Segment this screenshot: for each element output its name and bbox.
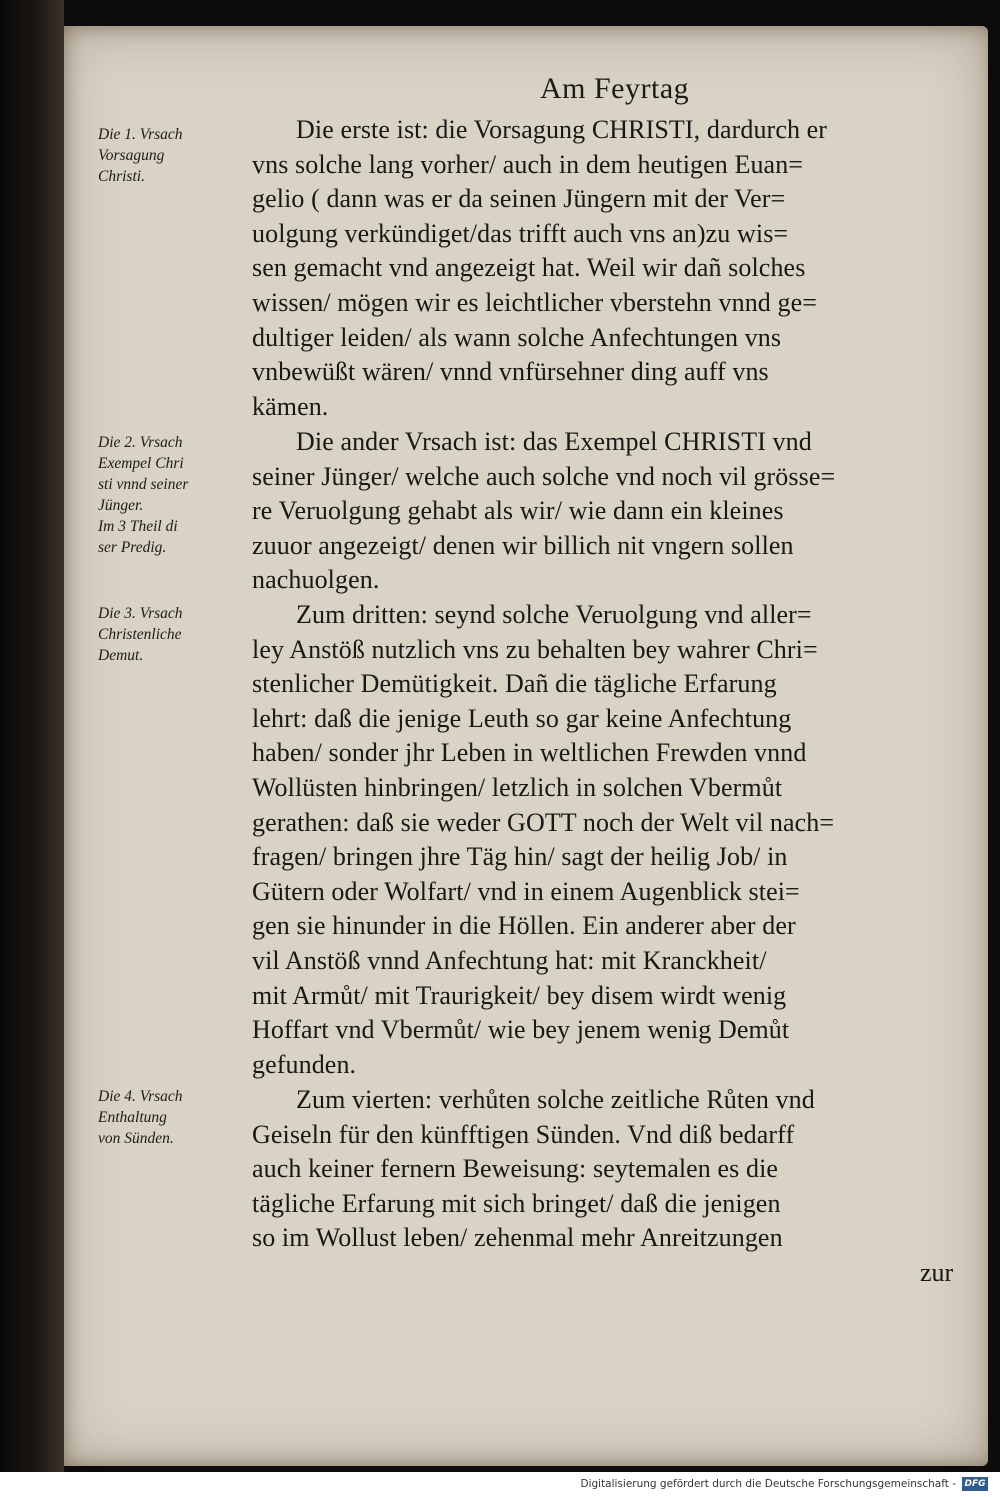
- margin-note-line: Die 3. Vrsach: [98, 605, 183, 622]
- text-line: wissen/ mögen wir es leichtlicher vberstehn vnnd ge=: [252, 287, 817, 317]
- margin-note-line: Jünger.: [98, 497, 144, 514]
- margin-note-line: Enthaltung: [98, 1109, 167, 1126]
- margin-note-line: Demut.: [98, 647, 144, 664]
- text-line: dultiger leiden/ als wann solche Anfechtungen vns: [252, 322, 782, 352]
- margin-note-line: Die 1. Vrsach: [98, 126, 183, 143]
- text-line: Geiseln für den künfftigen Sünden. Vnd diß bedarff: [252, 1119, 795, 1149]
- text-line: gelio ( dann was er da seinen Jüngern mit der Ver=: [252, 184, 786, 214]
- text-line: Wollüsten hinbringen/ letzlich in solchen Vbermůt: [252, 772, 783, 802]
- margin-note-line: Exempel Chri: [98, 455, 184, 472]
- margin-note-line: ser Predig.: [98, 539, 167, 556]
- text-line: seiner Jünger/ welche auch solche vnd noch vil grösse=: [252, 461, 836, 491]
- margin-note-line: Christi.: [98, 168, 145, 185]
- text-line: fragen/ bringen jhre Täg hin/ sagt der heilig Job/ in: [252, 842, 788, 872]
- text-line: Hoffart vnd Vbermůt/ wie bey jenem wenig Demůt: [252, 1015, 790, 1045]
- text-line: kämen.: [252, 391, 329, 421]
- margin-note-line: von Sünden.: [98, 1130, 174, 1147]
- text-line: Zum dritten: seynd solche Veruolgung vnd aller=: [296, 600, 812, 629]
- text-line: ley Anstöß nutzlich vns zu behalten bey wahrer Chri=: [252, 634, 818, 664]
- text-line: re Veruolgung gehabt als wir/ wie dann ein kleines: [252, 496, 784, 526]
- book-binding-edge: [0, 0, 64, 1472]
- margin-note-line: sti vnnd seiner: [98, 476, 189, 493]
- text-line: nachuolgen.: [252, 565, 380, 595]
- funding-credit: Digitalisierung gefördert durch die Deutsche Forschungsgemeinschaft -: [580, 1478, 956, 1490]
- text-line: Zum vierten: verhůten solche zeitliche Růten vnd: [296, 1085, 815, 1114]
- text-line: gefunden.: [252, 1049, 357, 1079]
- text-line: Gütern oder Wolfart/ vnd in einem Augenblick stei=: [252, 876, 800, 906]
- text-line: uolgung verkündiget/das trifft auch vns an)zu wis=: [252, 218, 789, 248]
- text-line: vil Anstöß vnnd Anfechtung hat: mit Kranckheit/: [252, 945, 767, 975]
- margin-note-line: Vorsagung: [98, 147, 165, 164]
- text-line: so im Wollust leben/ zehenmal mehr Anreitzungen: [252, 1223, 783, 1253]
- margin-note-4: [98, 1086, 248, 1149]
- text-line: haben/ sonder jhr Leben in weltlichen Frewden vnnd: [252, 738, 807, 768]
- footer-bar: [0, 1472, 1000, 1497]
- paragraph-3: [252, 598, 972, 1082]
- running-header: Am Feyrtag: [540, 72, 690, 105]
- paragraph-1: [252, 113, 972, 424]
- margin-note-3: [98, 603, 248, 666]
- margin-note-2: [98, 432, 248, 558]
- margin-note-1: [98, 124, 248, 187]
- text-line: stenlicher Demütigkeit. Dañ die tägliche Erfarung: [252, 669, 777, 699]
- text-line: vnbewüßt wären/ vnnd vnfürsehner ding auff vns: [252, 357, 769, 387]
- text-line: vns solche lang vorher/ auch in dem heutigen Euan=: [252, 149, 804, 179]
- text-line: gerathen: daß sie weder GOTT noch der Welt vil nach=: [252, 807, 835, 837]
- margin-note-line: Im 3 Theil di: [98, 518, 178, 535]
- paragraph-4: [252, 1083, 972, 1256]
- text-line: Die ander Vrsach ist: das Exempel CHRISTI vnd: [296, 427, 812, 456]
- text-line: sen gemacht vnd angezeigt hat. Weil wir dañ solches: [252, 253, 806, 283]
- dfg-logo-icon: DFG: [962, 1477, 988, 1491]
- margin-note-line: Die 2. Vrsach: [98, 434, 183, 451]
- margin-note-line: Christenliche: [98, 626, 182, 643]
- catchword: zur: [920, 1258, 954, 1287]
- text-line: lehrt: daß die jenige Leuth so gar keine Anfechtung: [252, 703, 792, 733]
- text-line: mit Armůt/ mit Traurigkeit/ bey disem wirdt wenig: [252, 980, 787, 1010]
- text-line: auch keiner fernern Beweisung: seytemalen es die: [252, 1154, 779, 1184]
- margin-note-line: Die 4. Vrsach: [98, 1088, 183, 1105]
- text-line: gen sie hinunder in die Höllen. Ein anderer aber der: [252, 911, 796, 941]
- text-line: zuuor angezeigt/ denen wir billich nit vngern sollen: [252, 530, 794, 560]
- text-line: Die erste ist: die Vorsagung CHRISTI, dardurch er: [296, 115, 828, 144]
- paragraph-2: [252, 425, 972, 598]
- text-line: tägliche Erfarung mit sich bringet/ daß die jenigen: [252, 1188, 781, 1218]
